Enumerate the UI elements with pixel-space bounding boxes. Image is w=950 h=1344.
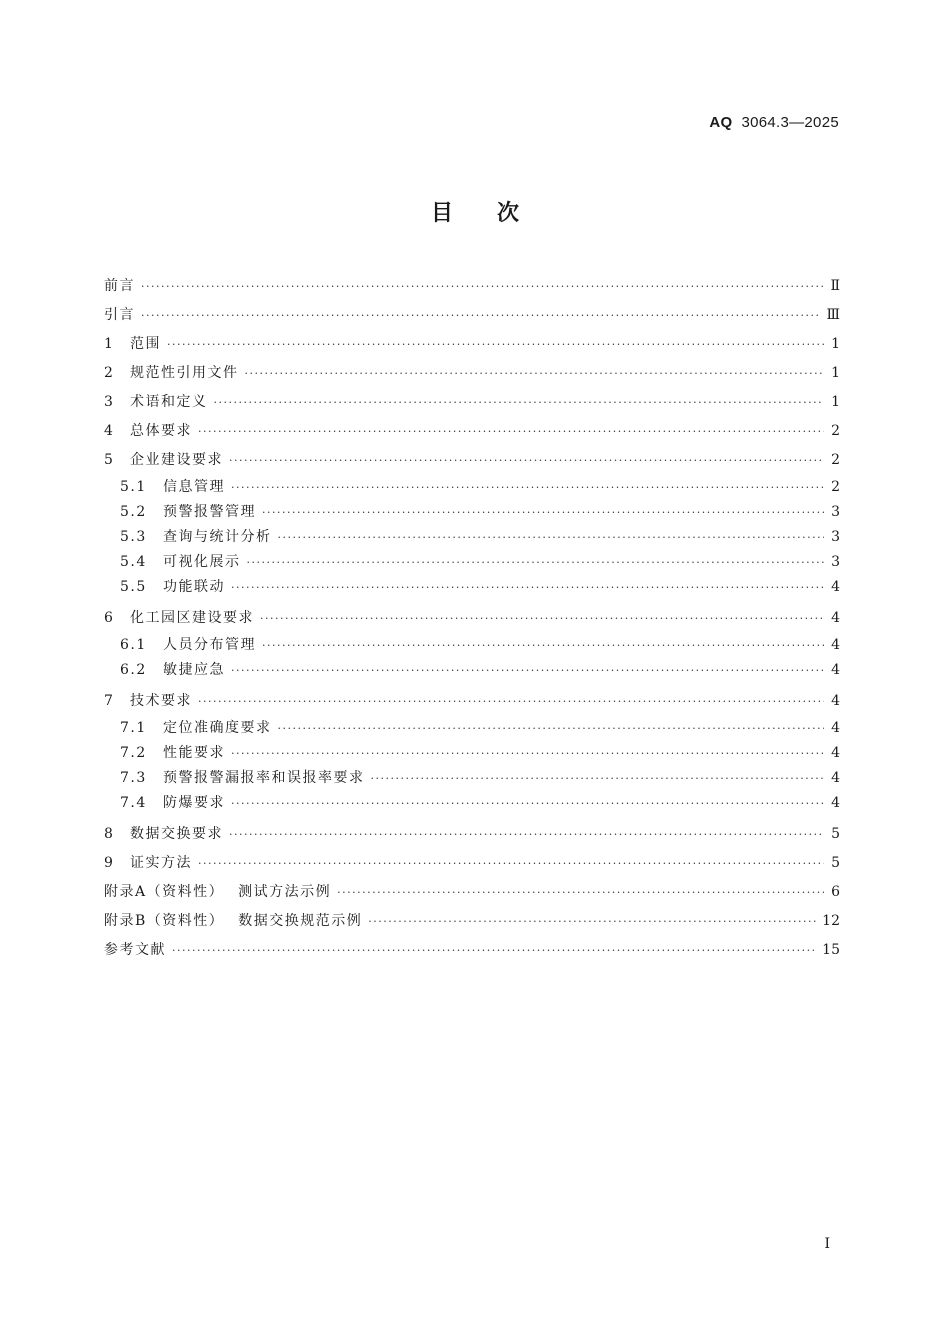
toc-entry-title: 定位准确度要求 [163, 720, 272, 736]
toc-entry-page: Ⅲ [826, 307, 840, 323]
toc-entry-page: 4 [831, 579, 840, 595]
toc-leader-dots [231, 741, 824, 766]
toc-entry-title: 信息管理 [163, 479, 225, 495]
toc-entry-title: 术语和定义 [130, 394, 208, 410]
toc-entry-page: 4 [831, 745, 840, 761]
standard-number: 3064.3—2025 [741, 114, 839, 131]
toc-leader-dots [214, 388, 825, 417]
toc-entry-title: 前言 [104, 278, 135, 294]
toc-entry-number: 7.2 [120, 745, 147, 761]
toc-entry-number: 5.4 [120, 554, 147, 570]
toc-leader-dots [278, 716, 825, 741]
toc-entry-number: 3 [104, 394, 115, 410]
toc-entry[interactable] [104, 388, 840, 417]
toc-entry-page: 1 [831, 336, 840, 352]
toc-entry[interactable] [104, 446, 840, 475]
toc-leader-dots [229, 820, 824, 849]
toc-entry-page: 4 [831, 720, 840, 736]
toc-entry-title: 引言 [104, 307, 135, 323]
toc-entry-title: 性能要求 [163, 745, 225, 761]
toc-leader-dots [231, 791, 824, 816]
toc-entry-number: 附录A（资料性） [104, 884, 225, 900]
toc-entry[interactable] [104, 633, 840, 658]
standard-prefix: AQ [709, 114, 733, 131]
toc-entry-page: 4 [831, 795, 840, 811]
page-title: 目次 [430, 201, 563, 226]
toc-entry-number: 附录B（资料性） [104, 913, 225, 929]
toc-leader-dots [198, 849, 824, 878]
toc-entry-number: 5.3 [120, 529, 147, 545]
toc-entry-number: 6.1 [120, 637, 147, 653]
toc-leader-dots [231, 658, 824, 683]
toc-entry-page: 12 [822, 913, 840, 929]
toc-leader-dots [262, 500, 824, 525]
toc-entry[interactable] [104, 791, 840, 816]
toc-entry-page: Ⅱ [830, 278, 840, 294]
toc-entry-title: 企业建设要求 [130, 452, 223, 468]
toc-leader-dots [337, 878, 824, 907]
toc-entry-page: 4 [831, 637, 840, 653]
toc-entry[interactable] [104, 907, 840, 936]
toc-entry-title: 预警报警管理 [163, 504, 256, 520]
toc-leader-dots [198, 687, 824, 716]
toc-entry[interactable] [104, 417, 840, 446]
toc-leader-dots [231, 475, 824, 500]
toc-entry-number: 6.2 [120, 662, 147, 678]
toc-entry[interactable] [104, 475, 840, 500]
toc-entry[interactable] [104, 878, 840, 907]
toc-entry[interactable] [104, 301, 840, 330]
toc-entry-title: 可视化展示 [163, 554, 241, 570]
toc-entry-page: 1 [831, 365, 840, 381]
toc-entry[interactable] [104, 575, 840, 600]
toc-entry-page: 2 [831, 479, 840, 495]
toc-entry-page: 3 [831, 554, 840, 570]
toc-entry-page: 5 [831, 826, 840, 842]
toc-entry-number: 8 [104, 826, 115, 842]
toc-leader-dots [198, 417, 824, 446]
toc-entry-number: 5.1 [120, 479, 147, 495]
toc-leader-dots [262, 633, 824, 658]
toc-entry-page: 1 [831, 394, 840, 410]
standard-code [709, 114, 839, 131]
toc-entry-number: 6 [104, 610, 115, 626]
toc-entry-title: 敏捷应急 [163, 662, 225, 678]
toc-entry[interactable] [104, 550, 840, 575]
toc-entry-number: 7.4 [120, 795, 147, 811]
toc-entry-number: 7.3 [120, 770, 147, 786]
toc-entry[interactable] [104, 936, 840, 965]
toc-entry-page: 4 [831, 693, 840, 709]
toc-entry-title: 技术要求 [130, 693, 192, 709]
toc-entry-title: 功能联动 [163, 579, 225, 595]
toc-entry[interactable] [104, 658, 840, 683]
toc-leader-dots [245, 359, 825, 388]
toc-entry-title: 防爆要求 [163, 795, 225, 811]
toc-entry-number: 5.5 [120, 579, 147, 595]
toc-leader-dots [247, 550, 825, 575]
toc-leader-dots [278, 525, 825, 550]
toc-entry-page: 4 [831, 662, 840, 678]
toc-entry[interactable] [104, 849, 840, 878]
toc-entry-title: 预警报警漏报率和误报率要求 [163, 770, 365, 786]
toc-entry-title: 参考文献 [104, 942, 166, 958]
toc-entry-number: 7.1 [120, 720, 147, 736]
table-of-contents [104, 272, 840, 965]
toc-entry-page: 4 [831, 610, 840, 626]
toc-entry-title: 总体要求 [130, 423, 192, 439]
toc-entry[interactable] [104, 687, 840, 716]
toc-entry-title: 测试方法示例 [238, 884, 332, 900]
toc-entry-title: 规范性引用文件 [130, 365, 239, 381]
toc-entry-page: 3 [831, 504, 840, 520]
toc-entry-page: 2 [831, 452, 840, 468]
toc-entry-page: 6 [831, 884, 840, 900]
toc-entry-title: 人员分布管理 [163, 637, 256, 653]
toc-entry-number: 7 [104, 693, 115, 709]
toc-entry-page: 4 [831, 770, 840, 786]
toc-entry[interactable] [104, 741, 840, 766]
toc-entry[interactable] [104, 716, 840, 741]
toc-entry-title: 查询与统计分析 [163, 529, 272, 545]
toc-leader-dots [167, 330, 824, 359]
toc-entry[interactable] [104, 272, 840, 301]
page-number: I [824, 1236, 830, 1252]
toc-entry-number: 2 [104, 365, 115, 381]
toc-entry[interactable] [104, 330, 840, 359]
toc-entry-number: 9 [104, 855, 115, 871]
toc-entry-page: 2 [831, 423, 840, 439]
toc-entry[interactable] [104, 766, 840, 791]
toc-entry-title: 数据交换规范示例 [238, 913, 363, 929]
toc-entry-number: 5 [104, 452, 115, 468]
toc-entry-number: 4 [104, 423, 115, 439]
toc-leader-dots [141, 272, 824, 301]
toc-leader-dots [229, 446, 824, 475]
toc-entry-title: 证实方法 [130, 855, 192, 871]
toc-entry-title: 范围 [130, 336, 161, 352]
toc-entry-number: 1 [104, 336, 115, 352]
toc-leader-dots [371, 766, 825, 791]
toc-entry[interactable] [104, 604, 840, 633]
toc-leader-dots [231, 575, 824, 600]
toc-entry-title: 化工园区建设要求 [130, 610, 254, 626]
toc-entry[interactable] [104, 359, 840, 388]
toc-entry-page: 15 [822, 942, 840, 958]
toc-entry-page: 3 [831, 529, 840, 545]
toc-entry[interactable] [104, 820, 840, 849]
toc-entry-title: 数据交换要求 [130, 826, 223, 842]
toc-entry-page: 5 [831, 855, 840, 871]
toc-entry[interactable] [104, 500, 840, 525]
toc-leader-dots [172, 936, 816, 965]
toc-leader-dots [368, 907, 816, 936]
toc-entry[interactable] [104, 525, 840, 550]
toc-entry-number: 5.2 [120, 504, 147, 520]
toc-leader-dots [141, 301, 820, 330]
toc-leader-dots [260, 604, 824, 633]
